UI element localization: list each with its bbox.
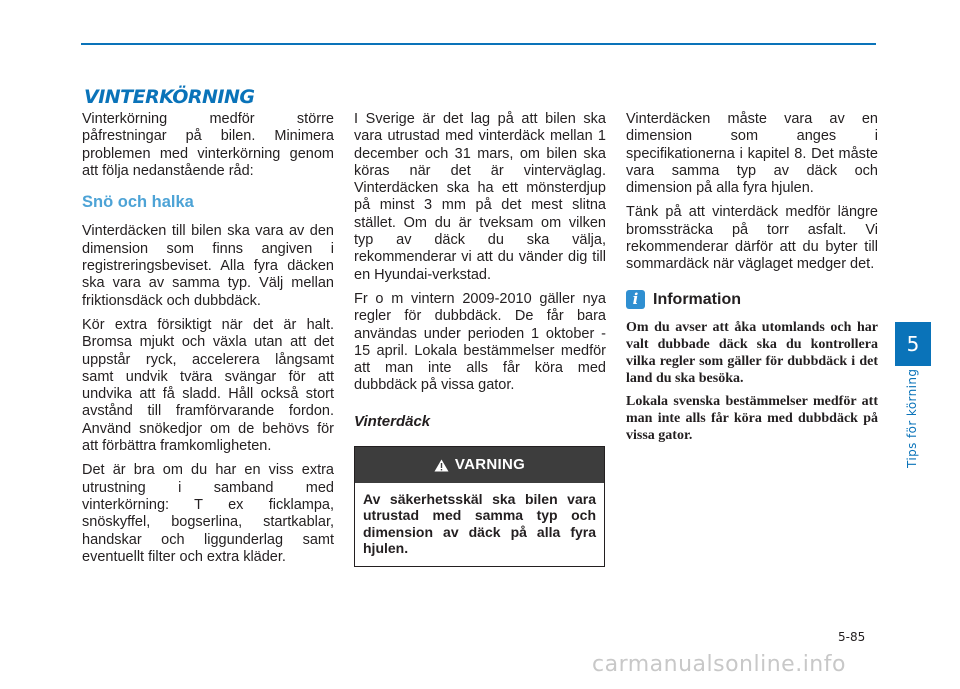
info-header — [626, 290, 878, 309]
warning-header — [355, 447, 604, 483]
chapter-label: Tips för körning — [905, 368, 919, 468]
paragraph: I Sverige är det lag på att bilen ska vara utrustad med vinterdäck mellan 1 december och 31 mars, om bilen ska köras när det är vinterväglag. Vinterdäcken ska ha ett mönsterdjup på minst 3 mm på det mest slitna stället. Om du är tveksam om vilken typ av däck du ska välja, rekommenderar vi att du vänder dig till en Hyundai-verkstad. — [354, 111, 606, 283]
subheading-vinterdack: Vinterdäck — [354, 412, 431, 430]
warning-box — [354, 446, 605, 567]
chapter-tab: 5 — [895, 322, 931, 366]
column-1 — [82, 111, 334, 573]
warning-label: VARNING — [454, 456, 526, 474]
warning-text: Av säkerhetsskäl ska bilen vara utrustad med samma typ och dimension av däck på alla fyra hjulen. — [363, 491, 596, 557]
paragraph: Vinterdäcken till bilen ska vara av den dimension som finns angiven i registreringsbeviset. Alla fyra däcken ska vara av samma typ. Välj mellan friktionsdäck och dubbdäck. — [82, 223, 334, 309]
info-text — [626, 319, 878, 444]
warning-triangle-icon — [434, 459, 449, 472]
info-paragraph: Lokala svenska bestämmelser medför att man inte alls får köra med dubbdäck på vissa gator. — [626, 393, 878, 443]
paragraph: Fr o m vintern 2009-2010 gäller nya regler för dubbdäck. De får bara användas under perioden 1 oktober - 15 april. Lokala bestämmelser medför att man inte alls får köra med dubbdäck på vissa gator. — [354, 290, 606, 394]
section-title: VINTERKÖRNING — [84, 86, 255, 108]
info-icon: i — [626, 290, 645, 309]
column-3 — [626, 111, 878, 450]
header-rule — [81, 43, 876, 45]
paragraph: Vinterdäcken måste vara av en dimension som anges i specifikationerna i kapitel 8. Det måste vara samma typ av däck och dimension på alla fyra hjulen. — [626, 111, 878, 197]
paragraph: Det är bra om du har en viss extra utrustning i samband med vinterkörning: T ex ficklampa, snöskyffel, bogserlina, startkablar, handskar och liggunderlag samt eventuellt filter och extra kläder. — [82, 462, 334, 565]
paragraph: Kör extra försiktigt när det är halt. Bromsa mjukt och växla utan att det uppstår ryck, accelerera långsamt samt undvik tvära svängar för att undvika att få sladd. Håll också stort avstånd till framförvarande fordon. Använd snökedjor om de behövs för att förbättra framkomligheten. — [82, 316, 334, 455]
subheading-sno-och-halka: Snö och halka — [82, 193, 194, 212]
column-2 — [354, 111, 606, 567]
info-paragraph: Om du avser att åka utomlands och har valt dubbade däck ska du kontrollera vilka regler som gäller för dubbdäck i det land du ska besöka. — [626, 319, 878, 386]
info-title: Information — [653, 290, 741, 308]
paragraph: Tänk på att vinterdäck medför längre bromssträcka på torr asfalt. Vi rekommenderar därför att du byter till sommardäck när väglaget medger det. — [626, 204, 878, 273]
intro-paragraph: Vinterkörning medför större påfrestningar på bilen. Minimera problemen med vinterkörning genom att följa nedanstående råd: — [82, 111, 334, 179]
watermark: carmanualsonline.info — [592, 652, 846, 677]
page-number: 5-85 — [838, 630, 866, 644]
